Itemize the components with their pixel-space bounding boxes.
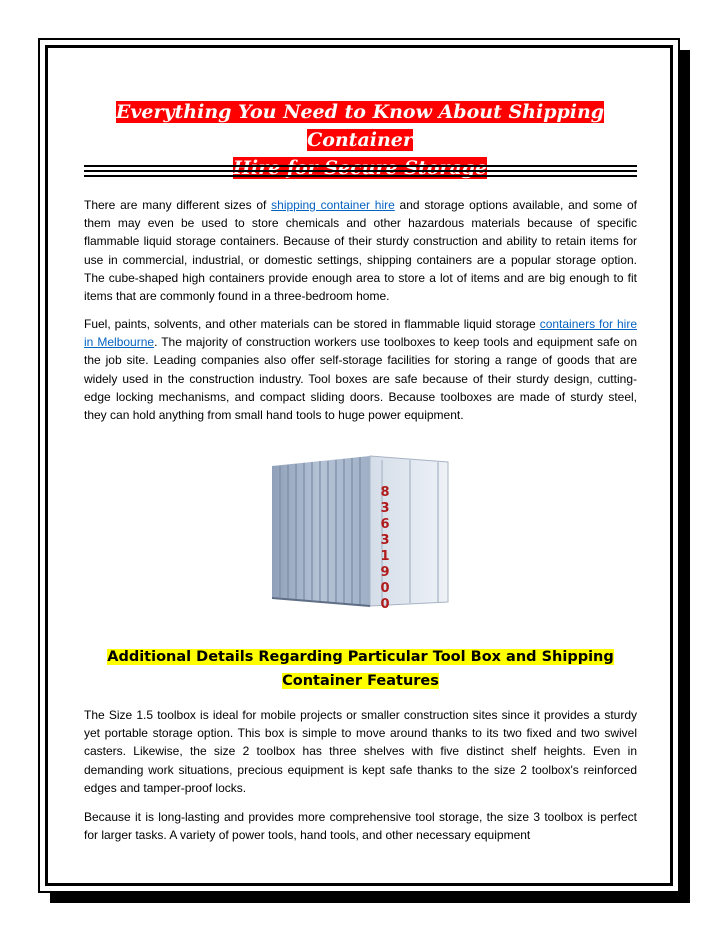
paragraph-3: The Size 1.5 toolbox is ideal for mobile projects or smaller construction sites since it provides a sturdy yet portable storage option. This box is simple to move around thanks to its two fixed and two swivel casters. Likewise, the size 2 toolbox has three shelves with five distinct shelf heights. Even in demanding work situations, precious equipment is kept safe thanks to the size 2 toolbox's reinforced edges and tamper-proof locks.	[84, 708, 637, 795]
title-rule-middle	[84, 170, 637, 172]
container-side-wall	[272, 456, 370, 606]
title-line-1: Everything You Need to Know About Shipping Container	[115, 101, 605, 151]
paragraph-1-text-end: and storage options available, and some of them may even be used to store chemicals and other hazardous materials because of specific flammable liquid storage containers. Because of their sturdy construction and ability to retain items for use in commercial, industrial, or domestic settings, shipping containers are a popular storage option. The cube-shaped high containers provide enough area to store a lot of items and are big enough to fit items that are commonly found in a three-bedroom home.	[84, 198, 637, 304]
container-number-digit: 9	[380, 565, 390, 580]
container-number-label	[380, 485, 389, 610]
paragraph-1-text-start: There are many different sizes of	[84, 198, 272, 212]
container-number-digit: 1	[380, 549, 390, 564]
section-heading-line-2: Container Features	[282, 673, 439, 689]
container-number-digit: 0	[380, 597, 390, 610]
title-line-2: Hire for Secure Storage	[232, 157, 488, 179]
title-rule-bottom	[84, 175, 637, 177]
container-number-digit: 6	[380, 517, 390, 532]
container-number-digit: 3	[380, 533, 390, 548]
paragraph-2-text-end: . The majority of construction workers use toolboxes to keep tools and equipment safe on the job site. Leading companies also offer self-storage facilities for storing a range of goods that are widely used in the construction industry. Tool boxes are safe because of their sturdy design, cutting-edge locking mechanisms, and compact sliding doors. Because toolboxes are made of sturdy steel, they can hold anything from small hand tools to huge power equipment.	[84, 335, 638, 423]
container-number-digit: 8	[380, 485, 390, 500]
paragraph-1	[84, 196, 637, 305]
section-heading-line-1: Additional Details Regarding Particular Tool Box and Shipping	[107, 649, 614, 665]
container-number-digit: 3	[380, 501, 390, 516]
shipping-container-photo	[270, 452, 450, 610]
paragraph-2-text-start: Fuel, paints, solvents, and other materials can be stored in flammable liquid storage	[84, 317, 540, 331]
containers-for-hire-melbourne-link[interactable]: containers for hire in Melbourne	[84, 317, 637, 350]
shipping-container-hire-link[interactable]: shipping container hire	[271, 198, 395, 212]
title-rule-top	[84, 165, 637, 167]
section-heading	[84, 645, 637, 693]
paragraph-2	[84, 315, 637, 424]
container-number-digit: 0	[380, 581, 390, 596]
paragraph-4: Because it is long-lasting and provides more comprehensive tool storage, the size 3 toolbox is perfect for larger tasks. A variety of power tools, hand tools, and other necessary equipment	[84, 810, 637, 843]
